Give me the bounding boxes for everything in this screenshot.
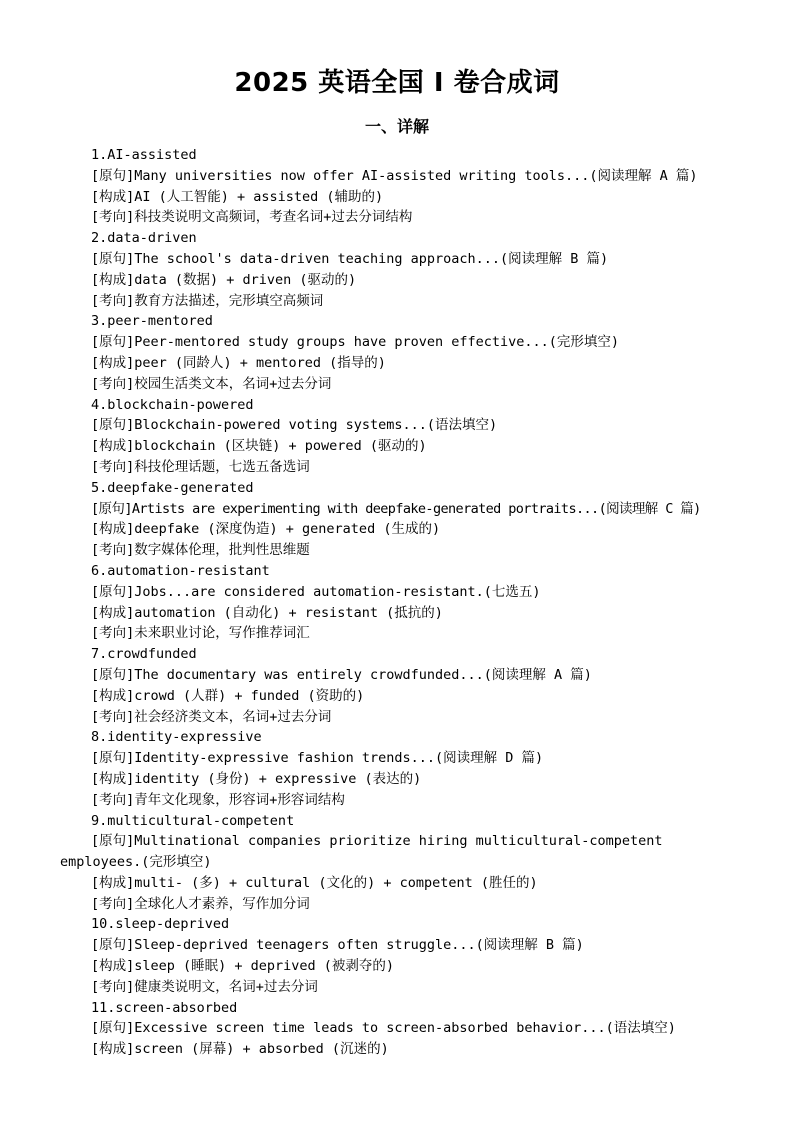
source-sentence: [原句]Peer-mentored study groups have proven effective...(完形填空) [91, 334, 620, 351]
source-sentence: [原句]The school's data-driven teaching approach...(阅读理解 B 篇) [91, 250, 609, 267]
source-sentence: [原句]Excessive screen time leads to screen-absorbed behavior...(语法填空) [91, 1020, 676, 1037]
entry-heading: 2.data-driven [91, 230, 197, 247]
exam-focus: [考向]未来职业讨论，写作推荐词汇 [91, 625, 310, 642]
entry-heading: 6.automation-resistant [91, 562, 270, 579]
word-formation: [构成]blockchain (区块链) + powered (驱动的) [91, 438, 427, 455]
word-formation: [构成]identity (身份) + expressive (表达的) [91, 770, 422, 787]
entry-heading: 11.screen-absorbed [91, 999, 238, 1016]
word-formation: [构成]deepfake (深度伪造) + generated (生成的) [91, 521, 441, 538]
entry-heading: 4.blockchain-powered [91, 396, 254, 413]
document-body [60, 145, 750, 1060]
exam-focus: [考向]科技类说明文高频词，考查名词+过去分词结构 [91, 209, 413, 226]
source-sentence-continued: employees.(完形填空) [60, 854, 212, 871]
source-sentence: [原句]Blockchain-powered voting systems...(语法填空) [91, 417, 498, 434]
exam-focus: [考向]教育方法描述，完形填空高频词 [91, 292, 324, 309]
entry-heading: 3.peer-mentored [91, 313, 213, 330]
exam-focus: [考向]校园生活类文本，名词+过去分词 [91, 375, 332, 392]
exam-focus: [考向]科技伦理话题，七选五备选词 [91, 458, 310, 475]
source-sentence: [原句]Many universities now offer AI-assisted writing tools...(阅读理解 A 篇) [91, 167, 698, 184]
entry-heading: 9.multicultural-competent [91, 812, 295, 829]
word-formation: [构成]automation (自动化) + resistant (抵抗的) [91, 604, 443, 621]
section-heading: 一、详解 [364, 117, 429, 136]
exam-focus: [考向]健康类说明文，名词+过去分词 [91, 978, 318, 995]
word-formation: [构成]sleep (睡眠) + deprived (被剥夺的) [91, 958, 395, 975]
entry-heading: 7.crowdfunded [91, 646, 197, 663]
source-sentence: [原句]Identity-expressive fashion trends...(阅读理解 D 篇) [91, 750, 544, 767]
entry-heading: 10.sleep-deprived [91, 916, 230, 933]
entry-heading: 1.AI-assisted [91, 147, 197, 163]
source-sentence: [原句]Sleep-deprived teenagers often struggle...(阅读理解 B 篇) [91, 937, 584, 954]
source-sentence: [原句]The documentary was entirely crowdfunded...(阅读理解 A 篇) [91, 666, 592, 683]
word-formation: [构成]multi- (多) + cultural (文化的) + competent (胜任的) [91, 874, 538, 891]
document-title: 2025 英语全国 I 卷合成词 [234, 68, 560, 98]
exam-focus: [考向]全球化人才素养，写作加分词 [91, 895, 310, 912]
entry-heading: 8.identity-expressive [91, 729, 262, 746]
source-sentence: [原句]Artists are experimenting with deepfake-generated portraits...(阅读理解 C 篇) [91, 500, 701, 517]
word-formation: [构成]data (数据) + driven (驱动的) [91, 271, 357, 288]
word-formation: [构成]AI (人工智能) + assisted (辅助的) [91, 188, 384, 205]
word-formation: [构成]screen (屏幕) + absorbed (沉迷的) [91, 1041, 389, 1058]
exam-focus: [考向]数字媒体伦理，批判性思维题 [91, 542, 310, 559]
source-sentence: [原句]Multinational companies prioritize hiring multicultural-competent [91, 833, 663, 850]
exam-focus: [考向]社会经济类文本，名词+过去分词 [91, 708, 332, 725]
source-sentence: [原句]Jobs...are considered automation-resistant.(七选五) [91, 583, 541, 600]
word-formation: [构成]crowd (人群) + funded (资助的) [91, 687, 365, 704]
exam-focus: [考向]青年文化现象，形容词+形容词结构 [91, 791, 345, 808]
word-formation: [构成]peer (同龄人) + mentored (指导的) [91, 354, 386, 371]
entry-heading: 5.deepfake-generated [91, 479, 254, 496]
